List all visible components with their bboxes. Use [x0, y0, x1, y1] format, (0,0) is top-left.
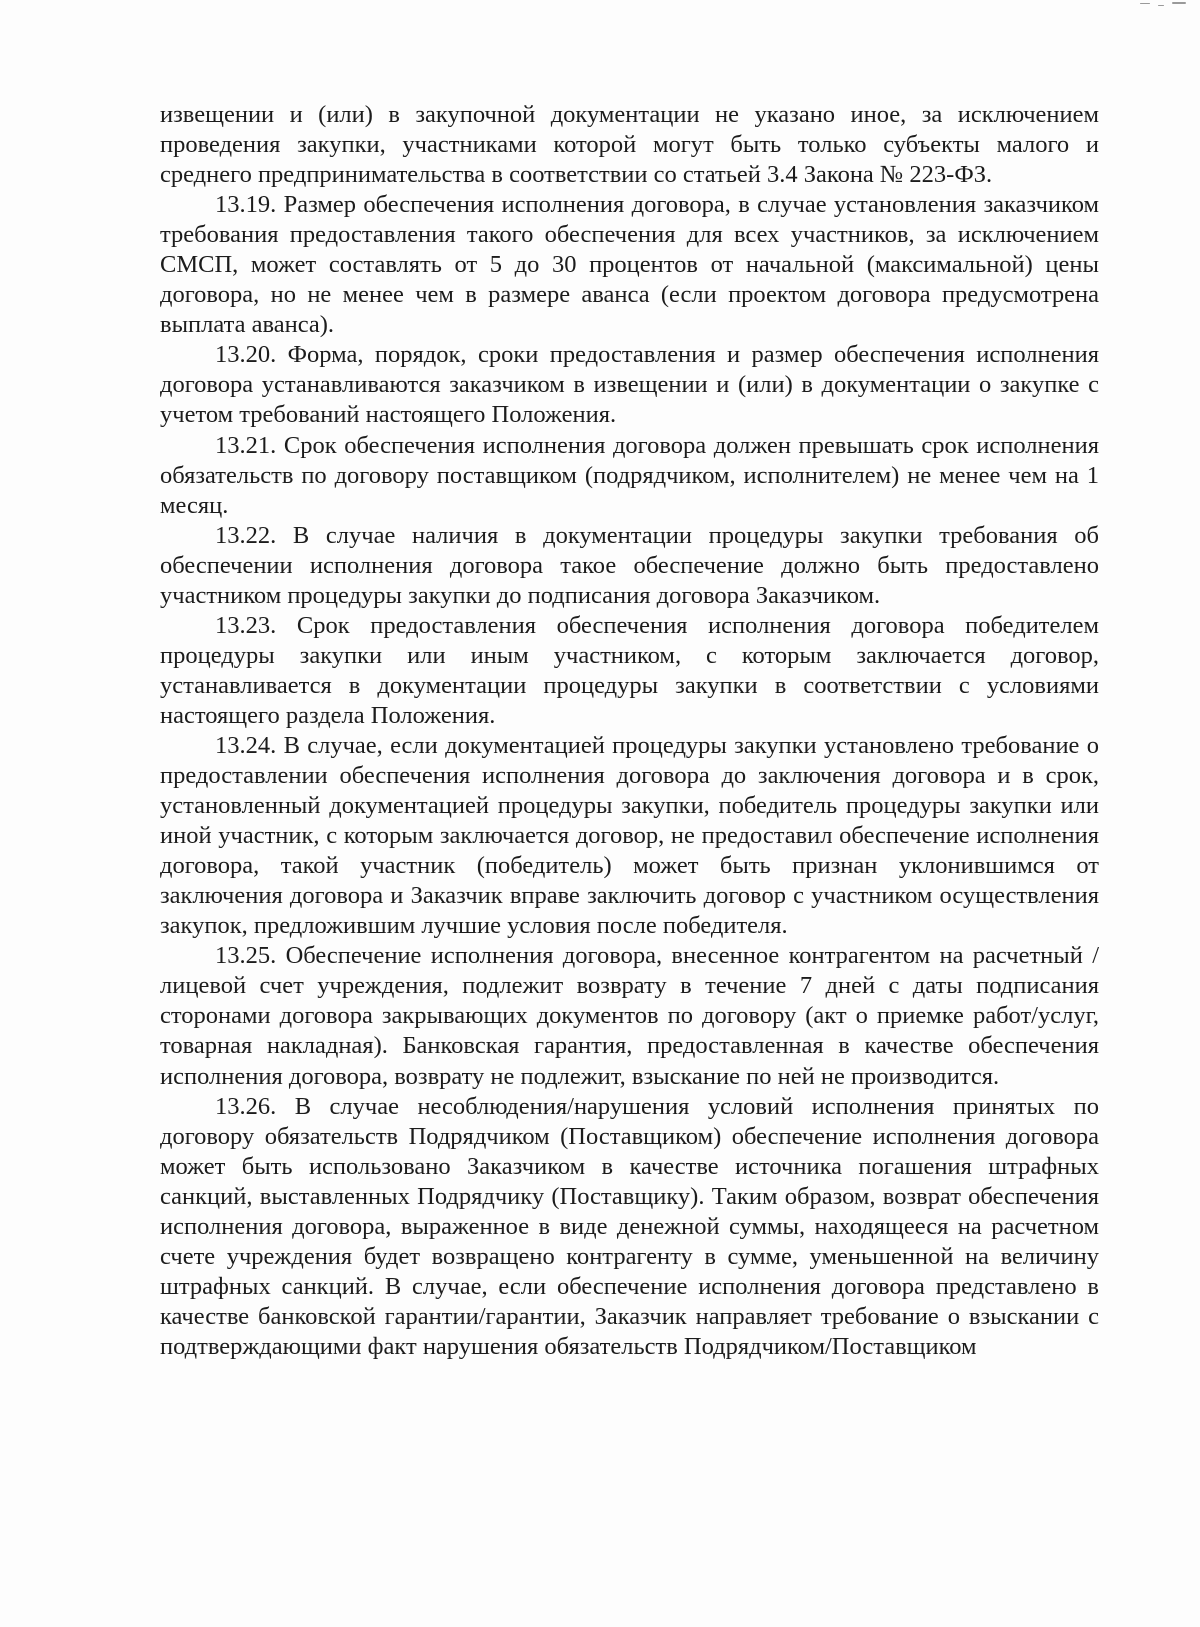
paragraph-13-24: 13.24. В случае, если документацией процедуры закупки установлено требование о предоставлении обеспечения исполнения договора до заключения договора и в срок, установленный документацией процедуры закупки, победитель процедуры закупки или иной участник, с которым заключается договор, не предоставил обеспечение исполнения договора, такой участник (победитель) может быть признан уклонившимся от заключения договора и Заказчик вправе заключить договор с участником осуществления закупок, предложившим лучшие условия после победителя.: [160, 731, 1099, 940]
paragraph-13-21: 13.21. Срок обеспечения исполнения договора должен превышать срок исполнения обязательств по договору поставщиком (подрядчиком, исполнителем) не менее чем на 1 месяц.: [160, 431, 1099, 519]
document-body: [160, 100, 1099, 1362]
scan-speck: [1158, 5, 1164, 6]
paragraph-13-25: 13.25. Обеспечение исполнения договора, внесенное контрагентом на расчетный / лицевой счет учреждения, подлежит возврату в течение 7 дней с даты подписания сторонами договора закрывающих документов по договору (акт о приемке работ/услуг, товарная накладная). Банковская гарантия, предоставленная в качестве обеспечения исполнения договора, возврату не подлежит, взыскание по ней не производится.: [160, 942, 1099, 1090]
scan-noise: [1080, 0, 1200, 14]
paragraph-13-22: 13.22. В случае наличия в документации процедуры закупки требования об обеспечении исполнения договора такое обеспечение должно быть предоставлено участником процедуры закупки до подписания договора Заказчиком.: [160, 521, 1099, 609]
paragraph-13-20: 13.20. Форма, порядок, сроки предоставления и размер обеспечения исполнения договора устанавливаются заказчиком в извещении и (или) в документации о закупке с учетом требований настоящего Положения.: [160, 341, 1099, 429]
paragraph-13-23: 13.23. Срок предоставления обеспечения исполнения договора победителем процедуры закупки или иным участником, с которым заключается договор, устанавливается в документации процедуры закупки в соответствии с условиями настоящего раздела Положения.: [160, 611, 1099, 729]
paragraph-continuation: извещении и (или) в закупочной документации не указано иное, за исключением проведения закупки, участниками которой могут быть только субъекты малого и среднего предпринимательства в соответствии со статьей 3.4 Закона № 223-ФЗ.: [160, 101, 1099, 189]
scan-speck: [1140, 3, 1150, 4]
paragraph-13-26: 13.26. В случае несоблюдения/нарушения условий исполнения принятых по договору обязательств Подрядчиком (Поставщиком) обеспечение исполнения договора может быть использовано Заказчиком в качестве источника погашения штрафных санкций, выставленных Подрядчику (Поставщику). Таким образом, возврат обеспечения исполнения договора, выраженное в виде денежной суммы, находящееся на расчетном счете учреждения будет возвращено контрагенту в сумме, уменьшенной на величину штрафных санкций. В случае, если обеспечение исполнения договора представлено в качестве банковской гарантии/гарантии, Заказчик направляет требование о взыскании с подтверждающими факт нарушения обязательств Подрядчиком/Поставщиком: [160, 1092, 1099, 1360]
scan-speck: [1172, 2, 1186, 4]
paragraph-13-19: 13.19. Размер обеспечения исполнения договора, в случае установления заказчиком требования предоставления такого обеспечения для всех участников, за исключением СМСП, может составлять от 5 до 30 процентов от начальной (максимальной) цены договора, но не менее чем в размере аванса (если проектом договора предусмотрена выплата аванса).: [160, 191, 1099, 339]
